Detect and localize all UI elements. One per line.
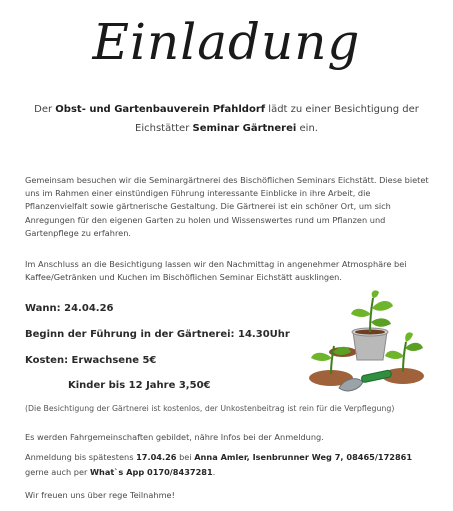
registration-deadline: 17.04.26 — [136, 452, 177, 462]
subtitle-mid: lädt zu einer Besichtigung der Eichstätter — [135, 104, 419, 134]
right-seedling-leaf-3 — [405, 332, 413, 342]
page-title: Einladung — [92, 13, 361, 71]
right-seedling-stem — [403, 342, 406, 372]
cost-children-line: Kinder bis 12 Jahre 3,50€ — [68, 380, 211, 391]
invitation-subtitle — [30, 100, 423, 138]
garden-pot-plants-icon — [305, 290, 427, 398]
registration-mid1: bei — [176, 452, 195, 462]
left-seedling-leaf-1 — [311, 353, 332, 361]
organization-name: Obst- und Gartenbauverein Pfahldorf — [55, 104, 266, 115]
pot-plant-leaf-1 — [351, 309, 371, 317]
registration-pre: Anmeldung bis spätestens — [25, 452, 137, 462]
afternoon-paragraph: Im Anschluss an die Besichtigung lassen wir den Nachmittag in angenehmer Atmosphäre bei Kaffee/Getränken und Kuchen im Bischöflichen Seminar Eichstätt ausklingen. — [25, 259, 407, 283]
date-line: Wann: 24.04.26 — [25, 303, 114, 314]
registration-mid2: gerne auch per — [25, 467, 90, 477]
venue-name: Seminar Gärtnerei — [192, 123, 297, 134]
tour-start-line: Beginn der Führung in der Gärtnerei: 14.30Uhr — [25, 329, 290, 340]
subtitle-pre: Der — [34, 104, 56, 115]
pot-plant-leaf-3 — [371, 318, 391, 326]
right-seedling-leaf-2 — [405, 343, 423, 351]
cost-note: (Die Besichtigung der Gärtnerei ist kostenlos, der Unkostenbeitrag ist rein für die Verpflegung) — [25, 404, 395, 413]
pot-plant-leaf-4 — [372, 290, 379, 298]
closing-line: Wir freuen uns über rege Teilnahme! — [25, 490, 175, 500]
right-seedling-leaf-1 — [385, 351, 404, 359]
cost-adults-line: Kosten: Erwachsene 5€ — [25, 355, 157, 366]
registration-whatsapp: What`s App 0170/8437281 — [90, 467, 213, 477]
subtitle-post: ein. — [296, 123, 318, 134]
registration-post: . — [212, 467, 216, 477]
registration-contact: Anna Amler, Isenbrunner Weg 7, 08465/172861 — [194, 452, 413, 462]
pot-plant-stem — [370, 298, 373, 332]
registration-info — [25, 450, 435, 480]
pot-plant-leaf-2 — [372, 301, 393, 311]
carpool-info: Es werden Fahrgemeinschaften gebildet, nähre Infos bei der Anmeldung. — [25, 432, 324, 442]
description-paragraph: Gemeinsam besuchen wir die Seminargärtnerei des Bischöflichen Seminars Eichstätt. Diese bietet uns im Rahmen einer einstündigen Führung interessante Einblicke in ihre Arbeit, die Pflanzenvielfalt sowie gärtnerische Gestaltung. Die Gärtnerei ist ein schöner Ort, um sich Anregungen für den eigenen Garten zu holen und Wissenswertes rund um Pflanzen und Gartenpflege zu erfahren. — [25, 175, 429, 238]
